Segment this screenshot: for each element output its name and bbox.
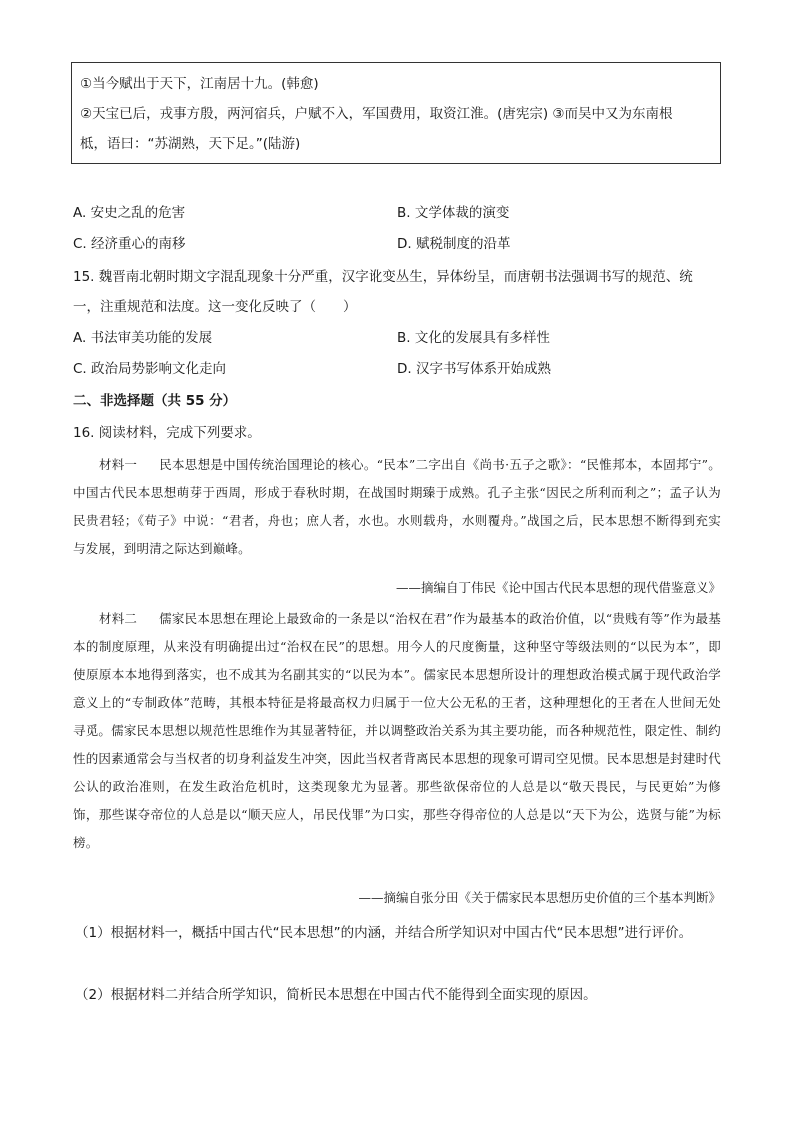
material-1-source: ——摘编自丁伟民《论中国古代民本思想的现代借鉴意义》 bbox=[395, 580, 721, 595]
quotation-box bbox=[71, 62, 721, 164]
q16-intro: 16. 阅读材料，完成下列要求。 bbox=[73, 425, 261, 441]
q14-option-c[interactable]: C. 经济重心的南移 bbox=[73, 236, 186, 252]
material-1-heading: 材料一 bbox=[99, 457, 138, 472]
material-2-text: 儒家民本思想在理论上最致命的一条是以“治权在君”作为最基本的政治价值，以“贵贱有等”作为最基本的制度原理，从来没有明确提出过“治权在民”的思想。用今人的尺度衡量，这种坚守等级法则的“以民为本”，即使原原本本地得到落实，也不成其为名副其实的“以民为本”。儒家民本思想所设计的理想政治模式属于现代政治学意义上的“专制政体”范畴，其根本特征是将最高权力归属于一位大公无私的王者，这种理想化的王者在人世间无处寻觅。儒家民本思想以规范性思维作为其显著特征，并以调整政治关系为其主要功能，而各种规范性，限定性、制约性的因素通常会与当权者的切身利益发生冲突，因此当权者背离民本思想的现象可谓司空见惯。民本思想是封建时代公认的政治准则，在发生政治危机时，这类现象尤为显著。那些欲保帝位的人总是以“敬天畏民，与民更始”为修饰，那些谋夺帝位的人总是以“顺天应人，吊民伐罪”为口实，那些夺得帝位的人总是以“天下为公，选贤与能”为标榜。 bbox=[73, 611, 721, 850]
quote-line-1: ①当今赋出于天下，江南居十九。(韩愈) bbox=[80, 76, 319, 92]
material-1 bbox=[73, 451, 721, 563]
q14-option-a[interactable]: A. 安史之乱的危害 bbox=[73, 205, 186, 221]
q15-option-a[interactable]: A. 书法审美功能的发展 bbox=[73, 330, 213, 346]
quote-line-3: 柢，语曰：“苏湖熟，天下足。”(陆游) bbox=[80, 136, 301, 152]
q15-option-d[interactable]: D. 汉字书写体系开始成熟 bbox=[397, 361, 551, 377]
quote-line-2: ②天宝已后，戎事方殷，两河宿兵，户赋不入，军国费用，取资江淮。(唐宪宗) ③而吴中又为东南根 bbox=[80, 106, 673, 122]
q15-option-b[interactable]: B. 文化的发展具有多样性 bbox=[397, 330, 550, 346]
section-2-title: 二、非选择题（共 55 分） bbox=[73, 393, 237, 409]
q15-stem-line-1: 15. 魏晋南北朝时期文字混乱现象十分严重，汉字讹变丛生，异体纷呈，而唐朝书法强调书写的规范、统 bbox=[73, 269, 693, 285]
material-1-text: 民本思想是中国传统治国理论的核心。“民本”二字出自《尚书·五子之歌》：“民惟邦本，本固邦宁”。中国古代民本思想萌芽于西周，形成于春秋时期，在战国时期臻于成熟。孔子主张“因民之所利而利之”；孟子认为民贵君轻；《荀子》中说：“君者，舟也；庶人者，水也。水则载舟，水则覆舟。”战国之后，民本思想不断得到充实与发展，到明清之际达到巅峰。 bbox=[73, 457, 721, 556]
material-2 bbox=[73, 605, 721, 857]
material-2-heading: 材料二 bbox=[99, 611, 138, 626]
q15-stem-line-2: 一，注重规范和法度。这一变化反映了（ ） bbox=[73, 299, 357, 315]
q14-option-b[interactable]: B. 文学体裁的演变 bbox=[397, 205, 510, 221]
q15-option-c[interactable]: C. 政治局势影响文化走向 bbox=[73, 361, 227, 377]
q16-sub-question-2: （2）根据材料二并结合所学知识，简析民本思想在中国古代不能得到全面实现的原因。 bbox=[75, 987, 597, 1003]
q16-sub-question-1: （1）根据材料一，概括中国古代“民本思想”的内涵，并结合所学知识对中国古代“民本思想”进行评价。 bbox=[75, 925, 693, 941]
material-2-source: ——摘编自张分田《关于儒家民本思想历史价值的三个基本判断》 bbox=[358, 890, 721, 905]
q14-option-d[interactable]: D. 赋税制度的沿革 bbox=[397, 236, 511, 252]
